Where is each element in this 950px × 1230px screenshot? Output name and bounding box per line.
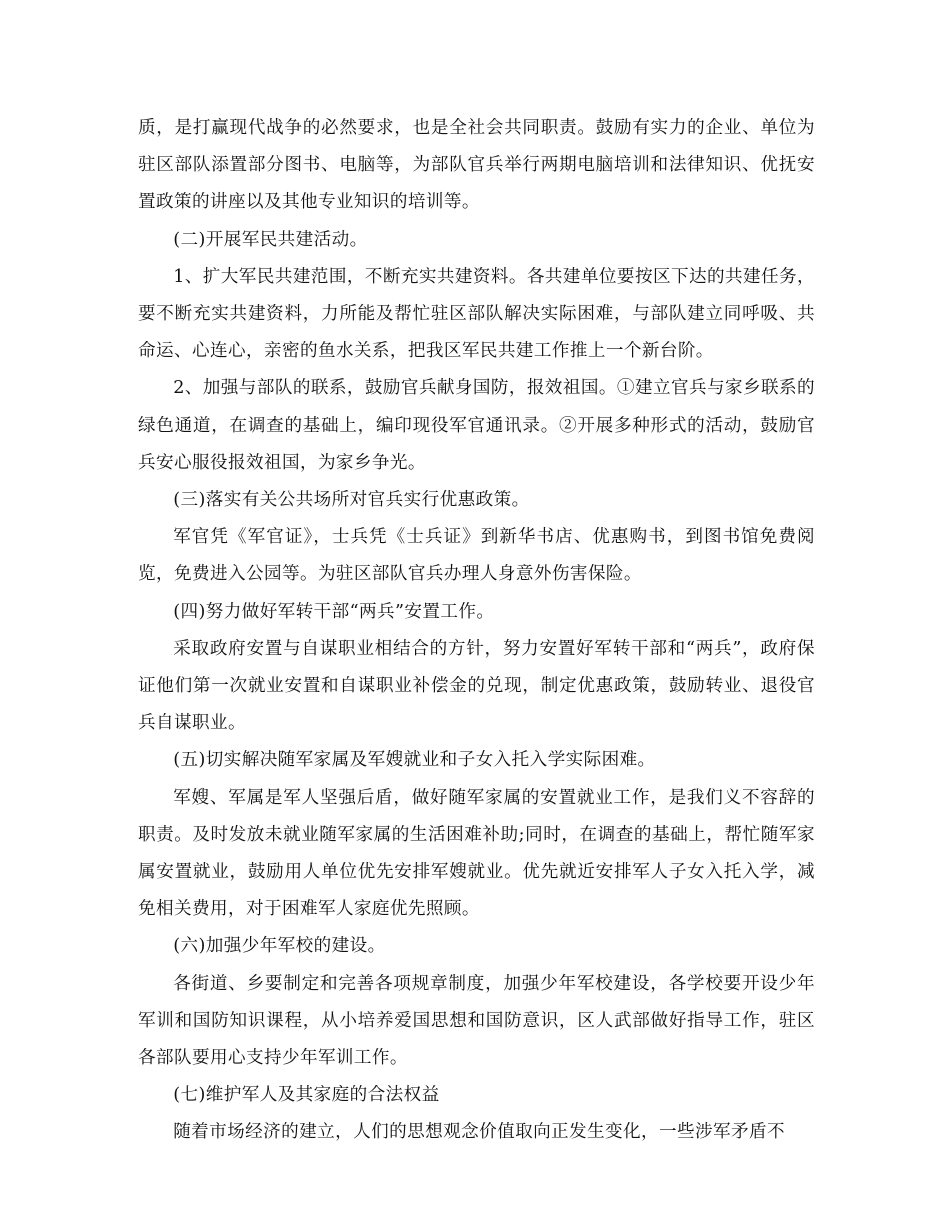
section-heading-3: (三)落实有关公共场所对官兵实行优惠政策。 bbox=[173, 490, 530, 511]
paragraph-14: 随着市场经济的建立，人们的思想观念价值取向正发生变化，一些涉军矛盾不 bbox=[173, 1122, 785, 1143]
paragraph-12: 各街道、乡要制定和完善各项规章制度，加强少年军校建设，各学校要开设少年军训和国防知识课程，从小培养爱国思想和国防意识，区人武部做好指导工作，驻区各部队要用心支持少年军训工作。 bbox=[138, 973, 815, 1069]
paragraph-10: 军嫂、军属是军人坚强后盾，做好随军家属的安置就业工作，是我们义不容辞的职责。及时发放未就业随军家属的生活困难补助;同时，在调查的基础上，帮忙随军家属安置就业，鼓励用人单位优先安排军嫂就业。优先就近安排军人子女入托入学，减免相关费用，对于困难军人家庭优先照顾。 bbox=[138, 787, 815, 920]
paragraph-4: 2、加强与部队的联系，鼓励官兵献身国防，报效祖国。①建立官兵与家乡联系的绿色通道，在调查的基础上，编印现役军官通讯录。②开展多种形式的活动，鼓励官兵安心服役报效祖国，为家乡争光。 bbox=[138, 378, 815, 473]
section-heading-2: (二)开展军民共建活动。 bbox=[173, 229, 368, 250]
paragraph-3: 1、扩大军民共建范围，不断充实共建资料。各共建单位要按区下达的共建任务，要不断充实共建资料，力所能及帮忙驻区部队解决实际困难，与部队建立同呼吸、共命运、心连心，亲密的鱼水关系，把我区军民共建工作推上一个新台阶。 bbox=[138, 266, 815, 362]
section-heading-6: (六)加强少年军校的建设。 bbox=[173, 936, 386, 957]
document-body bbox=[138, 110, 815, 1152]
section-heading-7: (七)维护军人及其家庭的合法权益 bbox=[173, 1085, 440, 1106]
section-heading-4: (四)努力做好军转干部“两兵”安置工作。 bbox=[173, 601, 495, 622]
paragraph-8: 采取政府安置与自谋职业相结合的方针，努力安置好军转干部和“两兵”，政府保证他们第一次就业安置和自谋职业补偿金的兑现，制定优惠政策，鼓励转业、退役官兵自谋职业。 bbox=[138, 638, 815, 734]
section-heading-5: (五)切实解决随军家属及军嫂就业和子女入托入学实际困难。 bbox=[173, 750, 656, 771]
paragraph-1: 质，是打赢现代战争的必然要求，也是全社会共同职责。鼓励有实力的企业、单位为驻区部队添置部分图书、电脑等，为部队官兵举行两期电脑培训和法律知识、优抚安置政策的讲座以及其他专业知识的培训等。 bbox=[138, 118, 815, 213]
paragraph-6: 军官凭《军官证》，士兵凭《士兵证》到新华书店、优惠购书，到图书馆免费阅览，免费进入公园等。为驻区部队官兵办理人身意外伤害保险。 bbox=[138, 527, 815, 585]
